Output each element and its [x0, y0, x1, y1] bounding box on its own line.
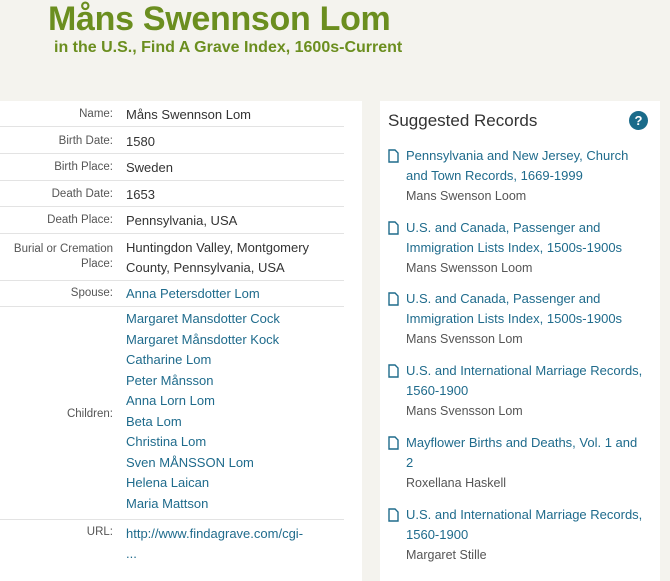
child-link[interactable]: Peter Månsson	[126, 372, 214, 388]
death-date-value: 1653	[126, 187, 155, 202]
burial-place-line-1: Huntingdon Valley, Montgomery	[126, 240, 310, 255]
suggested-records-title: Suggested Records	[388, 111, 538, 130]
record-title[interactable]	[406, 146, 656, 186]
page-title: Måns Swennson Lom	[48, 0, 391, 38]
burial-label-line-1: Burial or Cremation	[13, 243, 113, 255]
suggested-record[interactable]	[388, 361, 656, 421]
record-details-panel	[0, 101, 362, 581]
record-title-line-1: Mayflower Births and Deaths, Vol. 1 and	[406, 435, 638, 450]
record-name: Mans Svensson Lom	[406, 332, 523, 346]
death-date-row	[0, 181, 344, 207]
page-header	[0, 0, 670, 100]
suggested-record[interactable]	[388, 289, 656, 349]
record-title-line-2: and Town Records, 1669-1999	[406, 168, 583, 183]
death-date-label: Death Date:	[51, 188, 113, 200]
child-link[interactable]: Beta Lom	[126, 413, 182, 429]
url-line-2: ...	[126, 546, 137, 561]
birth-date-label: Birth Date:	[58, 135, 113, 147]
record-title-line-1: U.S. and Canada, Passenger and	[406, 291, 601, 306]
record-title-line-1: U.S. and International Marriage Records,	[406, 507, 643, 522]
suggested-record[interactable]	[388, 505, 656, 565]
help-icon[interactable]: ?	[629, 111, 648, 130]
record-title[interactable]	[406, 433, 656, 473]
url-link[interactable]	[126, 524, 344, 564]
name-row	[0, 101, 344, 127]
record-name: Mans Swenson Loom	[406, 189, 527, 203]
burial-place-label	[0, 238, 126, 280]
document-icon	[388, 292, 399, 306]
children-row	[0, 307, 344, 520]
suggested-record[interactable]	[388, 146, 656, 206]
birth-date-value: 1580	[126, 134, 155, 149]
spouse-link[interactable]: Anna Petersdotter Lom	[126, 286, 260, 301]
document-icon	[388, 364, 399, 378]
record-name: Mans Svensson Lom	[406, 404, 523, 418]
birth-date-row	[0, 127, 344, 154]
record-title[interactable]	[406, 505, 656, 545]
death-place-row	[0, 207, 344, 234]
suggested-record[interactable]	[388, 433, 656, 493]
children-list	[126, 309, 344, 514]
name-label: Name:	[79, 108, 113, 120]
record-title-line-1: U.S. and Canada, Passenger and	[406, 220, 601, 235]
child-link[interactable]: Catharine Lom	[126, 352, 212, 367]
death-place-label: Death Place:	[47, 214, 113, 226]
record-name: Mans Swensson Loom	[406, 261, 533, 275]
birth-place-label: Birth Place:	[54, 161, 113, 173]
record-title-line-2: 2	[406, 455, 414, 470]
url-value	[126, 524, 344, 564]
suggested-records-panel	[380, 101, 660, 581]
record-title-line-2: 1560-1900	[406, 527, 469, 542]
record-title-line-2: 1560-1900	[406, 383, 469, 398]
birth-place-row	[0, 154, 344, 181]
spouse-label: Spouse:	[70, 287, 113, 299]
spouse-row	[0, 281, 344, 307]
child-link[interactable]: Christina Lom	[126, 434, 207, 449]
record-title[interactable]	[406, 289, 656, 329]
suggested-record[interactable]	[388, 218, 656, 278]
death-place-value: Pennsylvania, USA	[126, 213, 238, 228]
record-name: Roxellana Haskell	[406, 476, 507, 490]
url-row	[0, 520, 344, 564]
child-link[interactable]: Margaret Månsdotter Kock	[126, 331, 280, 347]
record-title-line-2: Immigration Lists Index, 1500s-1900s	[406, 311, 623, 326]
url-label: URL:	[86, 526, 113, 538]
record-title-line-1: U.S. and International Marriage Records,	[406, 363, 643, 378]
document-icon	[388, 149, 399, 163]
record-title[interactable]	[406, 361, 656, 401]
child-link[interactable]: Maria Mattson	[126, 495, 209, 511]
burial-label-line-2: Place:	[81, 258, 113, 270]
document-icon	[388, 221, 399, 235]
child-link[interactable]: Anna Lorn Lom	[126, 393, 215, 408]
record-title-line-2: Immigration Lists Index, 1500s-1900s	[406, 240, 623, 255]
collection-subtitle: in the U.S., Find A Grave Index, 1600s-Current	[54, 39, 403, 56]
burial-place-row	[0, 234, 344, 281]
child-link[interactable]: Helena Laican	[126, 475, 210, 490]
document-icon	[388, 436, 399, 450]
name-value: Måns Swennson Lom	[126, 107, 252, 122]
document-icon	[388, 508, 399, 522]
children-label: Children:	[66, 408, 113, 420]
child-link[interactable]: Sven MÅNSSON Lom	[126, 454, 254, 470]
burial-place-line-2: County, Pennsylvania, USA	[126, 260, 285, 275]
child-link[interactable]: Margaret Mansdotter Cock	[126, 311, 280, 326]
spouse-value	[126, 284, 344, 306]
burial-place-value	[126, 238, 344, 280]
birth-place-value: Sweden	[126, 160, 173, 175]
record-title[interactable]	[406, 218, 656, 258]
record-name: Margaret Stille	[406, 548, 487, 562]
url-line-1: http://www.findagrave.com/cgi-	[126, 526, 304, 541]
record-title-line-1: Pennsylvania and New Jersey, Church	[406, 148, 629, 163]
